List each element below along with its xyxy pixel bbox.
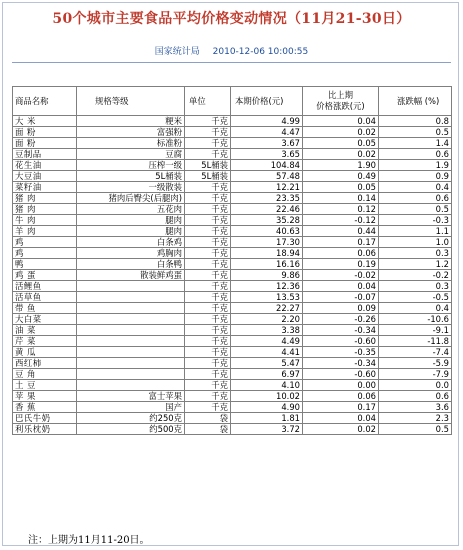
cell-unit: 千克 xyxy=(185,193,231,204)
cell-change: 0.17 xyxy=(303,237,379,248)
cell-price: 1.81 xyxy=(231,413,303,424)
cell-pct: 0.5 xyxy=(379,204,452,215)
table-row xyxy=(13,391,452,402)
cell-change: 1.90 xyxy=(303,160,379,171)
cell-price: 3.67 xyxy=(231,138,303,149)
cell-change: -0.34 xyxy=(303,325,379,336)
cell-change: 0.05 xyxy=(303,138,379,149)
cell-spec: 5L桶装 xyxy=(77,171,185,182)
cell-change: 0.12 xyxy=(303,204,379,215)
cell-spec: 腿肉 xyxy=(77,215,185,226)
cell-spec xyxy=(77,380,185,391)
cell-spec xyxy=(77,358,185,369)
cell-unit: 千克 xyxy=(185,270,231,281)
cell-spec: 白条鸭 xyxy=(77,259,185,270)
cell-price: 17.30 xyxy=(231,237,303,248)
cell-spec: 压榨一级 xyxy=(77,160,185,171)
cell-spec xyxy=(77,292,185,303)
cell-spec xyxy=(77,281,185,292)
header-divider xyxy=(12,62,451,63)
price-table xyxy=(12,86,452,435)
table-row xyxy=(13,325,452,336)
page-title: 50个城市主要食品平均价格变动情况（11月21-30日） xyxy=(52,11,411,27)
cell-pct: -7.9 xyxy=(379,369,452,380)
cell-price: 13.53 xyxy=(231,292,303,303)
cell-name: 面 粉 xyxy=(13,138,77,149)
cell-unit: 千克 xyxy=(185,204,231,215)
cell-price: 9.86 xyxy=(231,270,303,281)
cell-pct: -7.4 xyxy=(379,347,452,358)
table-row xyxy=(13,193,452,204)
cell-spec: 五花肉 xyxy=(77,204,185,215)
cell-change: 0.17 xyxy=(303,402,379,413)
cell-price: 4.47 xyxy=(231,127,303,138)
cell-price: 4.41 xyxy=(231,347,303,358)
cell-unit: 袋 xyxy=(185,424,231,435)
cell-name: 大 米 xyxy=(13,116,77,127)
cell-unit: 千克 xyxy=(185,182,231,193)
cell-unit: 千克 xyxy=(185,314,231,325)
cell-price: 6.97 xyxy=(231,369,303,380)
cell-unit: 千克 xyxy=(185,138,231,149)
cell-pct: 0.8 xyxy=(379,116,452,127)
cell-pct: 3.6 xyxy=(379,402,452,413)
cell-unit: 5L桶装 xyxy=(185,160,231,171)
cell-price: 23.35 xyxy=(231,193,303,204)
table-row xyxy=(13,226,452,237)
cell-unit: 千克 xyxy=(185,149,231,160)
cell-pct: 2.3 xyxy=(379,413,452,424)
cell-pct: -11.8 xyxy=(379,336,452,347)
cell-spec: 标准粉 xyxy=(77,138,185,149)
cell-name: 黄 瓜 xyxy=(13,347,77,358)
cell-name: 带 鱼 xyxy=(13,303,77,314)
cell-change: 0.02 xyxy=(303,149,379,160)
cell-spec xyxy=(77,303,185,314)
cell-price: 16.16 xyxy=(231,259,303,270)
cell-name: 猪 肉 xyxy=(13,204,77,215)
cell-unit: 千克 xyxy=(185,248,231,259)
cell-pct: 0.6 xyxy=(379,391,452,402)
table-row xyxy=(13,160,452,171)
cell-change: 0.14 xyxy=(303,193,379,204)
cell-name: 鸡 xyxy=(13,237,77,248)
cell-pct: 0.5 xyxy=(379,424,452,435)
cell-spec: 腿肉 xyxy=(77,226,185,237)
cell-price: 104.84 xyxy=(231,160,303,171)
cell-pct: 1.2 xyxy=(379,259,452,270)
cell-name: 羊 肉 xyxy=(13,226,77,237)
cell-name: 豆制品 xyxy=(13,149,77,160)
header-change xyxy=(303,87,379,116)
cell-name: 牛 肉 xyxy=(13,215,77,226)
cell-pct: 1.1 xyxy=(379,226,452,237)
cell-price: 12.36 xyxy=(231,281,303,292)
cell-spec: 猪肉后臀尖(后腿肉) xyxy=(77,193,185,204)
cell-unit: 千克 xyxy=(185,391,231,402)
header-pct: 涨跌幅 (%) xyxy=(379,87,452,116)
source-line xyxy=(0,44,463,57)
cell-name: 面 粉 xyxy=(13,127,77,138)
table-row xyxy=(13,138,452,149)
cell-name: 鸡 蛋 xyxy=(13,270,77,281)
cell-unit: 千克 xyxy=(185,215,231,226)
cell-name: 猪 肉 xyxy=(13,193,77,204)
cell-pct: 1.4 xyxy=(379,138,452,149)
cell-change: 0.02 xyxy=(303,127,379,138)
cell-pct: 0.6 xyxy=(379,149,452,160)
cell-price: 3.72 xyxy=(231,424,303,435)
cell-pct: 0.9 xyxy=(379,171,452,182)
cell-pct: -0.5 xyxy=(379,292,452,303)
cell-unit: 千克 xyxy=(185,259,231,270)
cell-pct: 0.4 xyxy=(379,303,452,314)
cell-pct: 0.4 xyxy=(379,182,452,193)
table-row xyxy=(13,204,452,215)
cell-spec xyxy=(77,314,185,325)
table-row xyxy=(13,369,452,380)
cell-unit: 千克 xyxy=(185,325,231,336)
cell-spec: 鸡胸肉 xyxy=(77,248,185,259)
cell-pct: 0.0 xyxy=(379,380,452,391)
header-spec: 规格等级 xyxy=(77,87,185,116)
table-row xyxy=(13,336,452,347)
table-row xyxy=(13,259,452,270)
cell-price: 35.28 xyxy=(231,215,303,226)
source-label: 国家统计局 xyxy=(154,47,200,57)
header-unit: 单位 xyxy=(185,87,231,116)
cell-name: 活草鱼 xyxy=(13,292,77,303)
cell-change: -0.02 xyxy=(303,270,379,281)
table-row xyxy=(13,270,452,281)
cell-price: 57.48 xyxy=(231,171,303,182)
cell-change: 0.04 xyxy=(303,281,379,292)
cell-price: 10.02 xyxy=(231,391,303,402)
cell-change: 0.49 xyxy=(303,171,379,182)
table-row xyxy=(13,380,452,391)
cell-pct: 1.9 xyxy=(379,160,452,171)
table-row xyxy=(13,402,452,413)
cell-name: 利乐枕奶 xyxy=(13,424,77,435)
cell-change: -0.60 xyxy=(303,336,379,347)
cell-price: 22.27 xyxy=(231,303,303,314)
cell-change: 0.04 xyxy=(303,116,379,127)
cell-name: 巴氏牛奶 xyxy=(13,413,77,424)
cell-name: 大白菜 xyxy=(13,314,77,325)
cell-price: 4.99 xyxy=(231,116,303,127)
cell-change: 0.09 xyxy=(303,303,379,314)
cell-name: 土 豆 xyxy=(13,380,77,391)
table-row xyxy=(13,303,452,314)
table-row xyxy=(13,314,452,325)
cell-price: 2.20 xyxy=(231,314,303,325)
cell-name: 活鲤鱼 xyxy=(13,281,77,292)
publish-datetime: 2010-12-06 10:00:55 xyxy=(212,47,309,57)
table-row xyxy=(13,248,452,259)
cell-name: 鸡 xyxy=(13,248,77,259)
header-change-line2: 价格涨跌(元) xyxy=(316,101,365,111)
cell-price: 40.63 xyxy=(231,226,303,237)
cell-pct: 0.3 xyxy=(379,281,452,292)
table-row xyxy=(13,347,452,358)
cell-name: 花生油 xyxy=(13,160,77,171)
cell-price: 4.10 xyxy=(231,380,303,391)
cell-change: -0.35 xyxy=(303,347,379,358)
cell-unit: 千克 xyxy=(185,369,231,380)
cell-change: -0.07 xyxy=(303,292,379,303)
header-price: 本期价格(元) xyxy=(231,87,303,116)
cell-unit: 千克 xyxy=(185,116,231,127)
cell-pct: -10.6 xyxy=(379,314,452,325)
cell-change: 0.04 xyxy=(303,413,379,424)
cell-name: 大豆油 xyxy=(13,171,77,182)
cell-price: 18.94 xyxy=(231,248,303,259)
cell-change: -0.12 xyxy=(303,215,379,226)
cell-name: 芹 菜 xyxy=(13,336,77,347)
cell-spec xyxy=(77,325,185,336)
header-change-line1: 比上期 xyxy=(327,90,354,100)
cell-unit: 千克 xyxy=(185,380,231,391)
table-row xyxy=(13,358,452,369)
table-row xyxy=(13,237,452,248)
footnote: 注：上期为11月11-20日。 xyxy=(28,535,150,546)
table-header-row xyxy=(13,87,452,116)
cell-name: 苹 果 xyxy=(13,391,77,402)
cell-spec: 约250克 xyxy=(77,413,185,424)
cell-pct: 0.6 xyxy=(379,193,452,204)
table-row xyxy=(13,424,452,435)
cell-name: 鸭 xyxy=(13,259,77,270)
cell-name: 豆 角 xyxy=(13,369,77,380)
cell-spec xyxy=(77,347,185,358)
cell-price: 22.46 xyxy=(231,204,303,215)
cell-spec: 豆腐 xyxy=(77,149,185,160)
cell-unit: 袋 xyxy=(185,413,231,424)
cell-pct: 0.5 xyxy=(379,127,452,138)
cell-name: 菜籽油 xyxy=(13,182,77,193)
cell-pct: 1.0 xyxy=(379,237,452,248)
cell-price: 5.47 xyxy=(231,358,303,369)
cell-spec: 富士苹果 xyxy=(77,391,185,402)
table-row xyxy=(13,171,452,182)
cell-spec: 粳米 xyxy=(77,116,185,127)
cell-unit: 千克 xyxy=(185,303,231,314)
cell-price: 3.38 xyxy=(231,325,303,336)
table-row xyxy=(13,116,452,127)
cell-unit: 千克 xyxy=(185,347,231,358)
cell-unit: 千克 xyxy=(185,336,231,347)
cell-spec: 一级散装 xyxy=(77,182,185,193)
cell-spec xyxy=(77,336,185,347)
table-row xyxy=(13,292,452,303)
cell-unit: 千克 xyxy=(185,281,231,292)
table-row xyxy=(13,127,452,138)
cell-unit: 千克 xyxy=(185,402,231,413)
cell-spec: 散装鲜鸡蛋 xyxy=(77,270,185,281)
cell-name: 香 蕉 xyxy=(13,402,77,413)
cell-change: -0.60 xyxy=(303,369,379,380)
cell-spec: 富强粉 xyxy=(77,127,185,138)
cell-unit: 5L桶装 xyxy=(185,171,231,182)
cell-change: 0.19 xyxy=(303,259,379,270)
table-row xyxy=(13,182,452,193)
cell-price: 3.65 xyxy=(231,149,303,160)
cell-name: 油 菜 xyxy=(13,325,77,336)
cell-change: 0.05 xyxy=(303,182,379,193)
table-row xyxy=(13,413,452,424)
cell-change: 0.06 xyxy=(303,248,379,259)
cell-unit: 千克 xyxy=(185,358,231,369)
cell-price: 12.21 xyxy=(231,182,303,193)
cell-change: -0.34 xyxy=(303,358,379,369)
cell-price: 4.90 xyxy=(231,402,303,413)
cell-unit: 千克 xyxy=(185,292,231,303)
table-row xyxy=(13,149,452,160)
cell-pct: -0.3 xyxy=(379,215,452,226)
cell-change: 0.44 xyxy=(303,226,379,237)
cell-unit: 千克 xyxy=(185,237,231,248)
cell-spec: 白条鸡 xyxy=(77,237,185,248)
cell-pct: 0.3 xyxy=(379,248,452,259)
cell-price: 4.49 xyxy=(231,336,303,347)
cell-unit: 千克 xyxy=(185,226,231,237)
header-name: 商品名称 xyxy=(13,87,77,116)
cell-change: 0.02 xyxy=(303,424,379,435)
cell-spec: 约500克 xyxy=(77,424,185,435)
cell-name: 西红柿 xyxy=(13,358,77,369)
cell-change: 0.06 xyxy=(303,391,379,402)
cell-spec: 国产 xyxy=(77,402,185,413)
cell-spec xyxy=(77,369,185,380)
cell-pct: -9.1 xyxy=(379,325,452,336)
cell-pct: -5.9 xyxy=(379,358,452,369)
table-row xyxy=(13,281,452,292)
cell-pct: -0.2 xyxy=(379,270,452,281)
cell-change: 0.00 xyxy=(303,380,379,391)
cell-unit: 千克 xyxy=(185,127,231,138)
cell-change: -0.26 xyxy=(303,314,379,325)
table-row xyxy=(13,215,452,226)
